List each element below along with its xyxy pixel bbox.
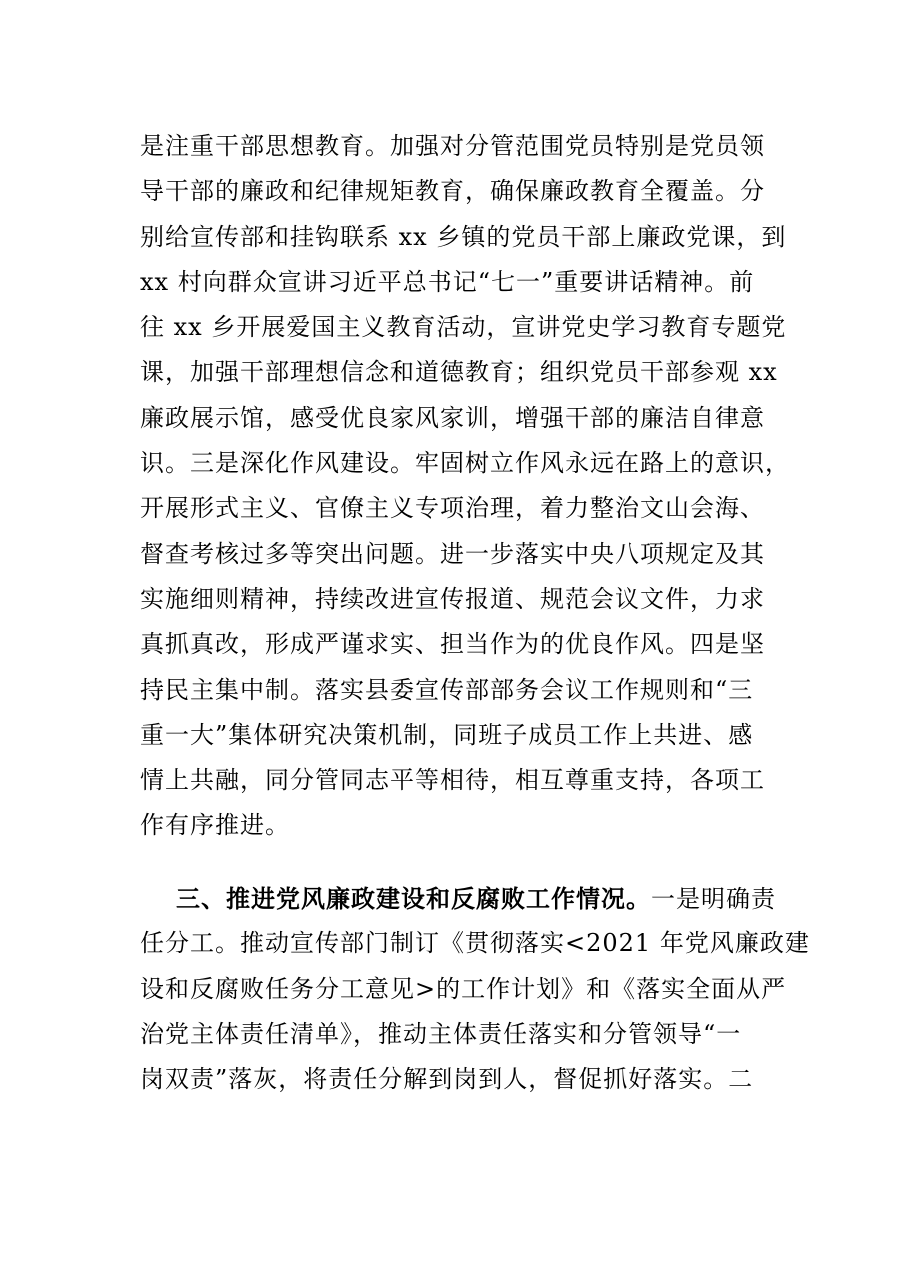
text-line: 督查考核过多等突出问题。进一步落实中央八项规定及其	[140, 539, 765, 568]
section-heading: 三、推进党风廉政建设和反腐败工作情况。	[176, 884, 651, 913]
text-line: 持民主集中制。落实县委宣传部部务会议工作规则和“三	[140, 675, 754, 704]
text-line: 实施细则精神，持续改进宣传报道、规范会议文件，力求	[140, 584, 765, 613]
text-line: 治党主体责任清单》，推动主体责任落实和分管领导“一	[140, 1019, 742, 1048]
paragraph-party-education	[140, 124, 790, 849]
text-line: 别给宣传部和挂钩联系 xx 乡镇的党员干部上廉政党课，到	[140, 222, 787, 251]
text-line: 真抓真改，形成严谨求实、担当作为的优良作风。四是坚	[140, 630, 765, 659]
text-line: 廉政展示馆，感受优良家风家训，增强干部的廉洁自律意	[140, 403, 765, 432]
section-text: 一是明确责	[651, 885, 776, 913]
text-line: 作有序推进。	[140, 811, 290, 840]
text-line: 任分工。推动宣传部门制订《贯彻落实<2021 年党风廉政建	[140, 929, 810, 958]
text-line: 重一大”集体研究决策机制，同班子成员工作上共进、感	[140, 720, 754, 749]
section-first-line	[140, 876, 776, 921]
text-line: 往 xx 乡开展爱国主义教育活动，宣讲党史学习教育专题党	[140, 313, 787, 342]
text-line: 课，加强干部理想信念和道德教育；组织党员干部参观 xx	[140, 358, 778, 387]
text-line: xx 村向群众宣讲习近平总书记“七一”重要讲话精神。前	[140, 267, 755, 296]
text-line: 设和反腐败任务分工意见>的工作计划》和《落实全面从严	[140, 974, 787, 1003]
text-line: 开展形式主义、官僚主义专项治理，着力整治文山会海、	[140, 494, 765, 523]
text-line: 识。三是深化作风建设。牢固树立作风永远在路上的意识，	[140, 449, 790, 478]
text-line: 是注重干部思想教育。加强对分管范围党员特别是党员领	[140, 132, 765, 160]
text-line: 岗双责”落灰，将责任分解到岗到人，督促抓好落实。二	[140, 1065, 754, 1094]
text-line: 导干部的廉政和纪律规矩教育，确保廉政教育全覆盖。分	[140, 177, 765, 206]
text-line: 情上共融，同分管同志平等相待，相互尊重支持，各项工	[140, 766, 765, 795]
paragraph-anti-corruption	[140, 876, 810, 1102]
